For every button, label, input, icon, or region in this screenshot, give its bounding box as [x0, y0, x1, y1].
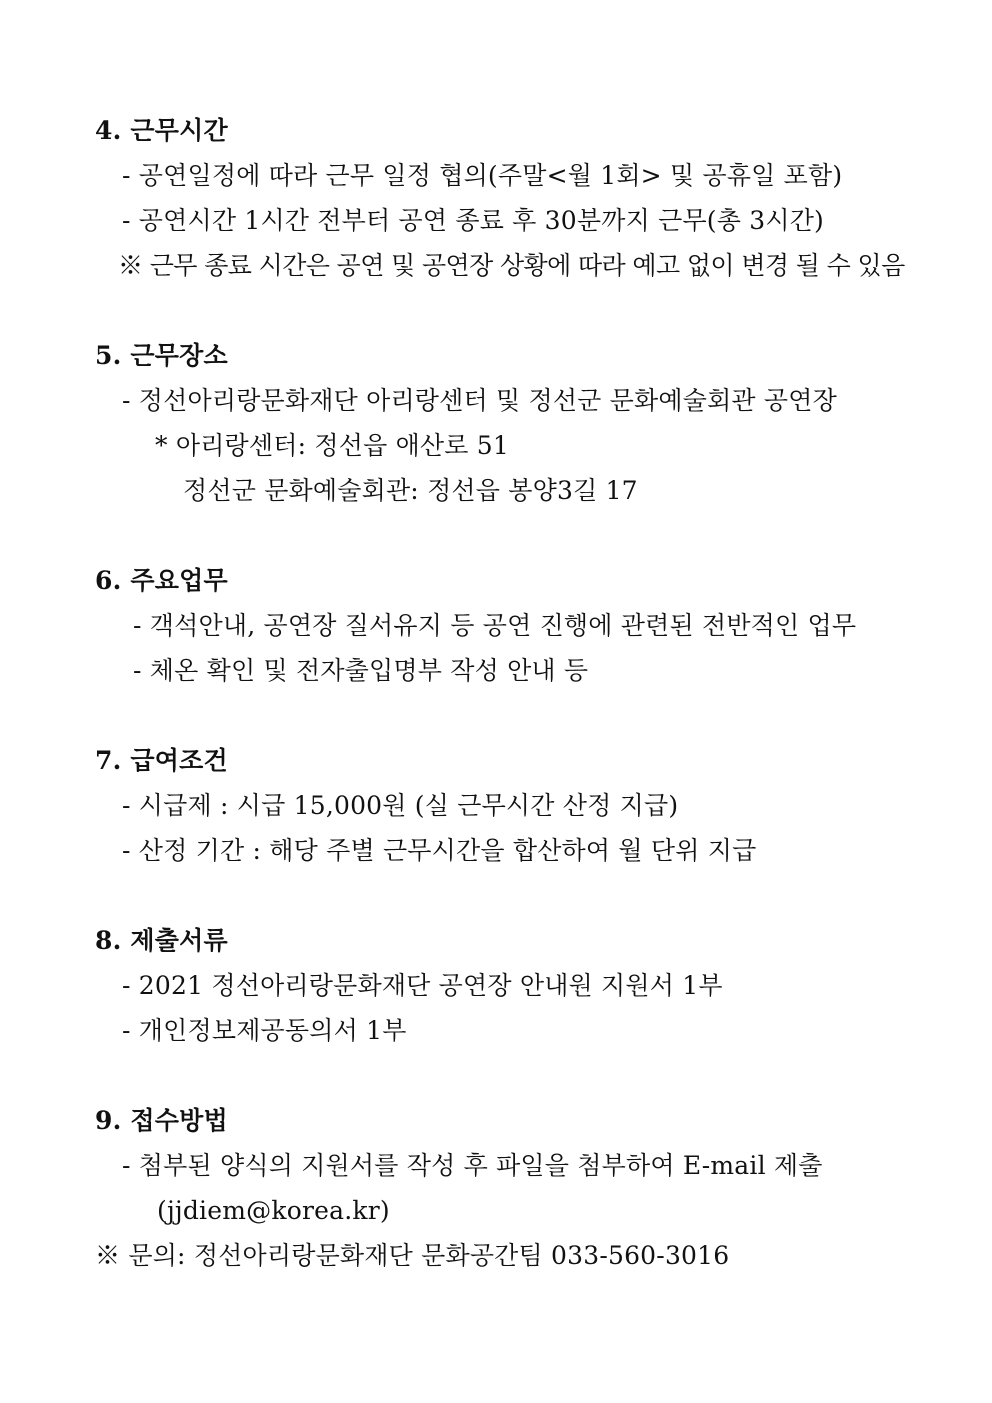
main-duties-line-1: - 객석안내, 공연장 질서유지 등 공연 진행에 관련된 전반적인 업무 — [133, 611, 857, 640]
section-heading-application-method: 9. 접수방법 — [95, 1106, 228, 1135]
work-hours-note: ※ 근무 종료 시간은 공연 및 공연장 상황에 따라 예고 없이 변경 될 수 있음 — [118, 251, 905, 280]
section-heading-work-location: 5. 근무장소 — [95, 341, 228, 370]
work-hours-line-2: - 공연시간 1시간 전부터 공연 종료 후 30분까지 근무(총 3시간) — [122, 206, 824, 235]
documents-line-1: - 2021 정선아리랑문화재단 공연장 안내원 지원서 1부 — [122, 971, 723, 1000]
work-location-address-2: 정선군 문화예술회관: 정선읍 봉양3길 17 — [183, 476, 638, 505]
main-duties-line-2: - 체온 확인 및 전자출입명부 작성 안내 등 — [133, 656, 589, 685]
section-heading-salary: 7. 급여조건 — [95, 746, 228, 775]
section-heading-work-hours: 4. 근무시간 — [95, 116, 228, 145]
section-heading-documents: 8. 제출서류 — [95, 926, 228, 955]
application-method-line-1: - 첨부된 양식의 지원서를 작성 후 파일을 첨부하여 E-mail 제출 — [122, 1151, 823, 1180]
salary-line-2: - 산정 기간 : 해당 주별 근무시간을 합산하여 월 단위 지급 — [122, 836, 757, 865]
work-hours-line-1: - 공연일정에 따라 근무 일정 협의(주말<월 1회> 및 공휴일 포함) — [122, 161, 843, 190]
documents-line-2: - 개인정보제공동의서 1부 — [122, 1016, 407, 1045]
work-location-address-1: * 아리랑센터: 정선읍 애산로 51 — [155, 431, 509, 460]
application-email: (jjdiem@korea.kr) — [157, 1196, 390, 1225]
work-location-line-1: - 정선아리랑문화재단 아리랑센터 및 정선군 문화예술회관 공연장 — [122, 386, 837, 415]
contact-info: ※ 문의: 정선아리랑문화재단 문화공간팀 033-560-3016 — [95, 1241, 730, 1270]
section-heading-main-duties: 6. 주요업무 — [95, 566, 228, 595]
salary-line-1: - 시급제 : 시급 15,000원 (실 근무시간 산정 지급) — [122, 791, 679, 820]
